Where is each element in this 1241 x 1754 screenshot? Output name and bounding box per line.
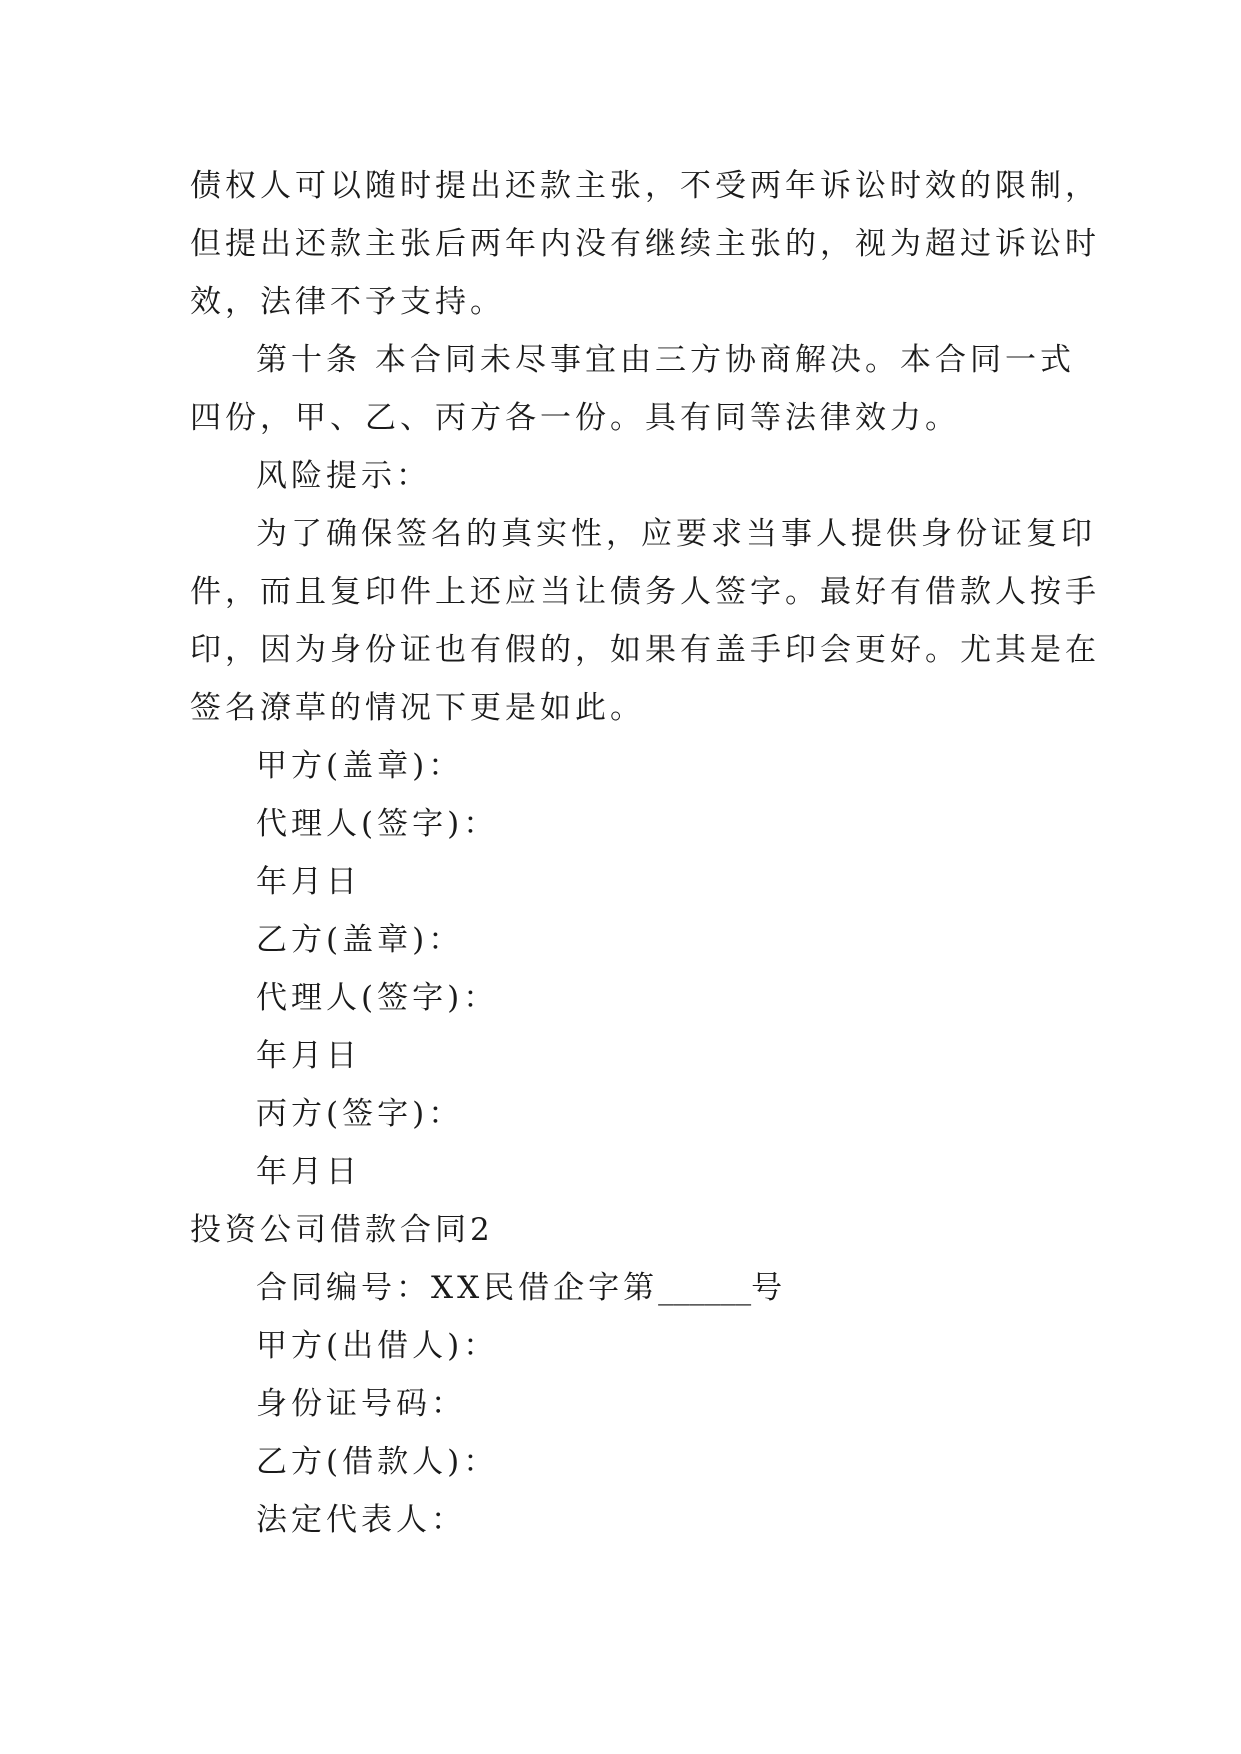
- party-field: 法定代表人：: [256, 1502, 466, 1538]
- paragraph-line: 四份，甲、乙、丙方各一份。具有同等法律效力。: [190, 400, 960, 436]
- paragraph-line: 签名潦草的情况下更是如此。: [190, 690, 645, 726]
- contract-number-suffix: 号: [751, 1270, 787, 1306]
- article-number: 第十条: [256, 342, 361, 378]
- risk-heading: 风险提示：: [256, 458, 431, 494]
- date-line: 年月日: [256, 1038, 361, 1074]
- paragraph-line: 效，法律不予支持。: [190, 284, 505, 320]
- contract-number-blank: ______: [658, 1270, 752, 1306]
- signature-line: 代理人(签字)：: [256, 980, 499, 1016]
- article-ten-line: [256, 332, 1075, 388]
- article-text: 本合同未尽事宜由三方协商解决。本合同一式: [375, 342, 1075, 378]
- paragraph-line: 印，因为身份证也有假的，如果有盖手印会更好。尤其是在: [190, 632, 1100, 668]
- contract-number-line: [256, 1260, 786, 1316]
- signature-line: 丙方(签字)：: [256, 1096, 464, 1132]
- paragraph-line: 件，而且复印件上还应当让债务人签字。最好有借款人按手: [190, 574, 1100, 610]
- date-line: 年月日: [256, 1154, 361, 1190]
- paragraph-line: 债权人可以随时提出还款主张，不受两年诉讼时效的限制，: [190, 168, 1100, 204]
- contract-number-label: 合同编号：XX民借企字第: [256, 1270, 659, 1306]
- paragraph-line: 为了确保签名的真实性，应要求当事人提供身份证复印: [256, 516, 1096, 552]
- date-line: 年月日: [256, 864, 361, 900]
- paragraph-line: 但提出还款主张后两年内没有继续主张的，视为超过诉讼时: [190, 226, 1100, 262]
- party-field: 身份证号码：: [256, 1386, 466, 1422]
- signature-line: 甲方(盖章)：: [256, 748, 464, 784]
- section-title: 投资公司借款合同2: [190, 1212, 494, 1248]
- signature-line: 代理人(签字)：: [256, 806, 499, 842]
- party-field: 乙方(借款人)：: [256, 1444, 499, 1480]
- signature-line: 乙方(盖章)：: [256, 922, 464, 958]
- party-field: 甲方(出借人)：: [256, 1328, 499, 1364]
